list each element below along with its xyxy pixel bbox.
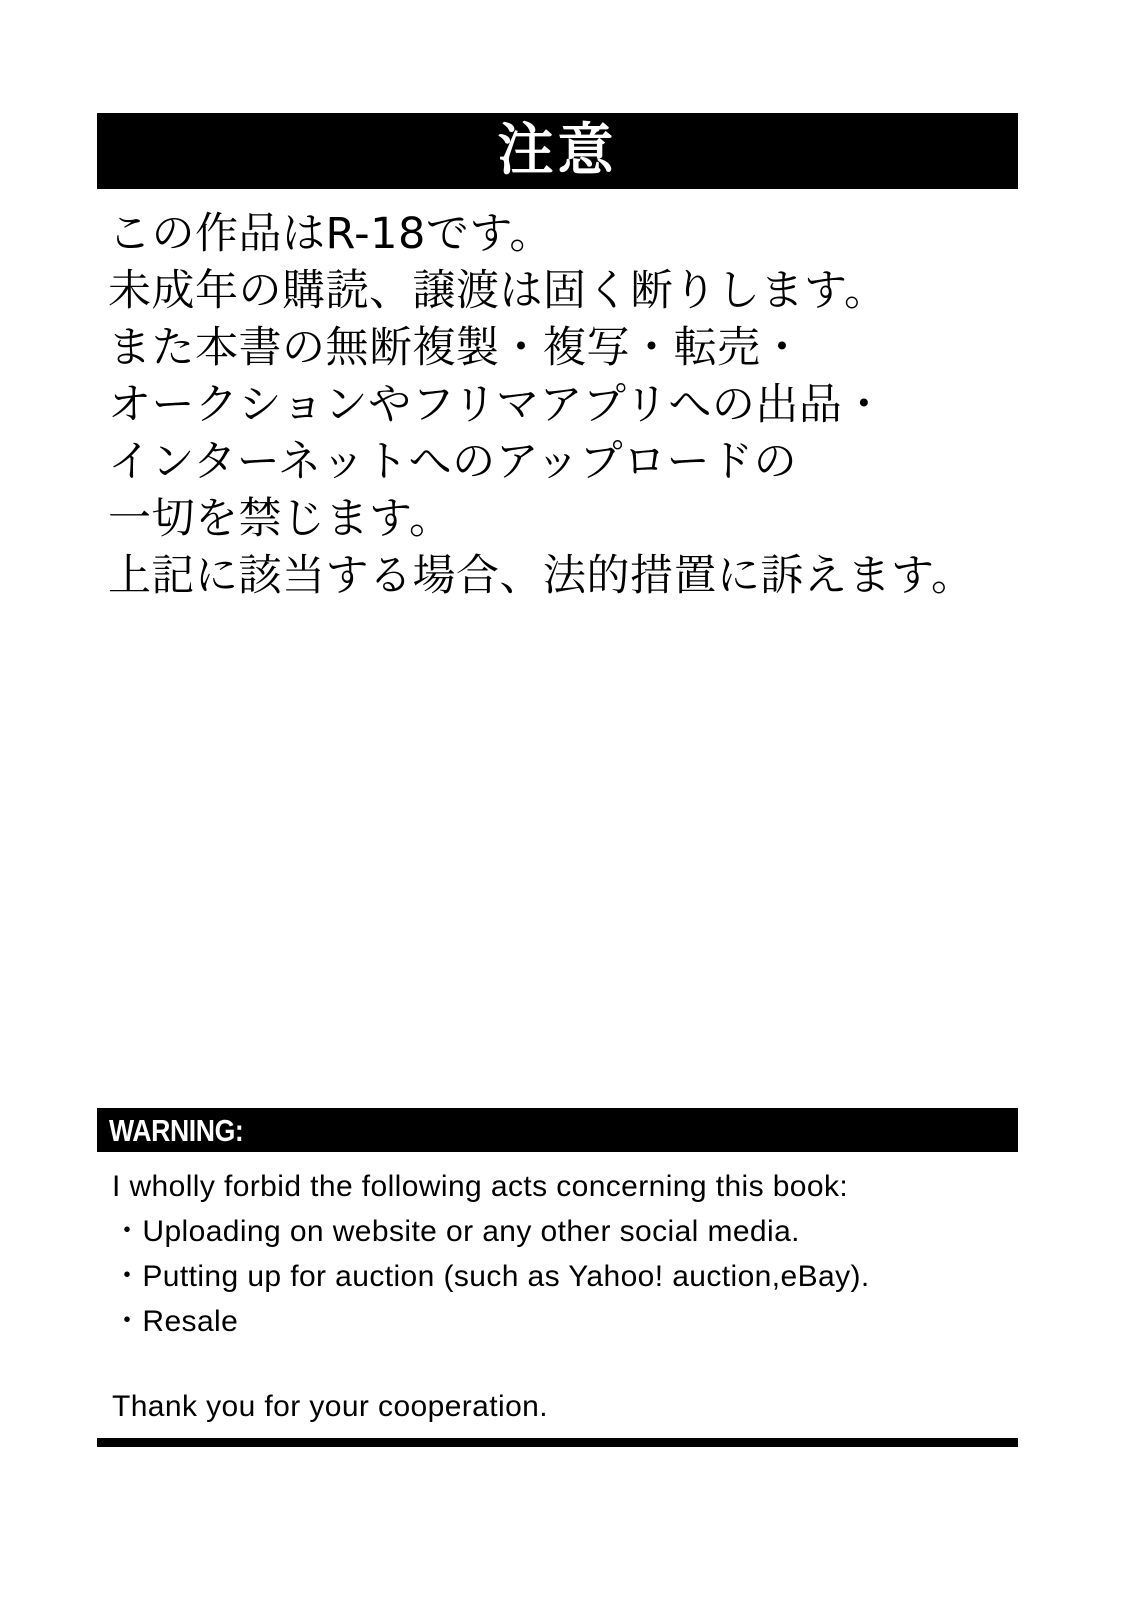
english-warning-line: ・Resale <box>112 1305 239 1338</box>
japanese-warning-body <box>108 206 1038 605</box>
japanese-warning-line: また本書の無断複製・複写・転売・ <box>108 323 804 373</box>
english-warning-heading: WARNING: <box>109 1112 244 1148</box>
english-warning-line: ・Uploading on website or any other social media. <box>112 1215 800 1248</box>
japanese-warning-line: 一切を禁じます。 <box>108 494 453 544</box>
paragraph-spacer <box>112 1344 1032 1384</box>
english-warning-line: I wholly forbid the following acts concerning this book: <box>112 1170 849 1203</box>
bottom-divider <box>97 1438 1018 1447</box>
japanese-warning-line: インターネットへのアップロードの <box>108 437 798 487</box>
japanese-warning-line: 未成年の購読、譲渡は固く断りします。 <box>108 266 888 316</box>
japanese-warning-line: オークションやフリマアプリへの出品・ <box>108 380 886 430</box>
english-warning-body <box>112 1164 1032 1429</box>
english-warning-banner <box>97 1108 1018 1152</box>
japanese-warning-heading: 注意 <box>497 118 618 183</box>
japanese-warning-line: この作品はR-18です。 <box>108 209 553 259</box>
english-warning-closing: Thank you for your cooperation. <box>112 1390 548 1423</box>
japanese-warning-banner <box>97 113 1018 189</box>
japanese-warning-line: 上記に該当する場合、法的措置に訴えます。 <box>108 551 975 601</box>
english-warning-line: ・Putting up for auction (such as Yahoo! auction,eBay). <box>112 1260 870 1293</box>
